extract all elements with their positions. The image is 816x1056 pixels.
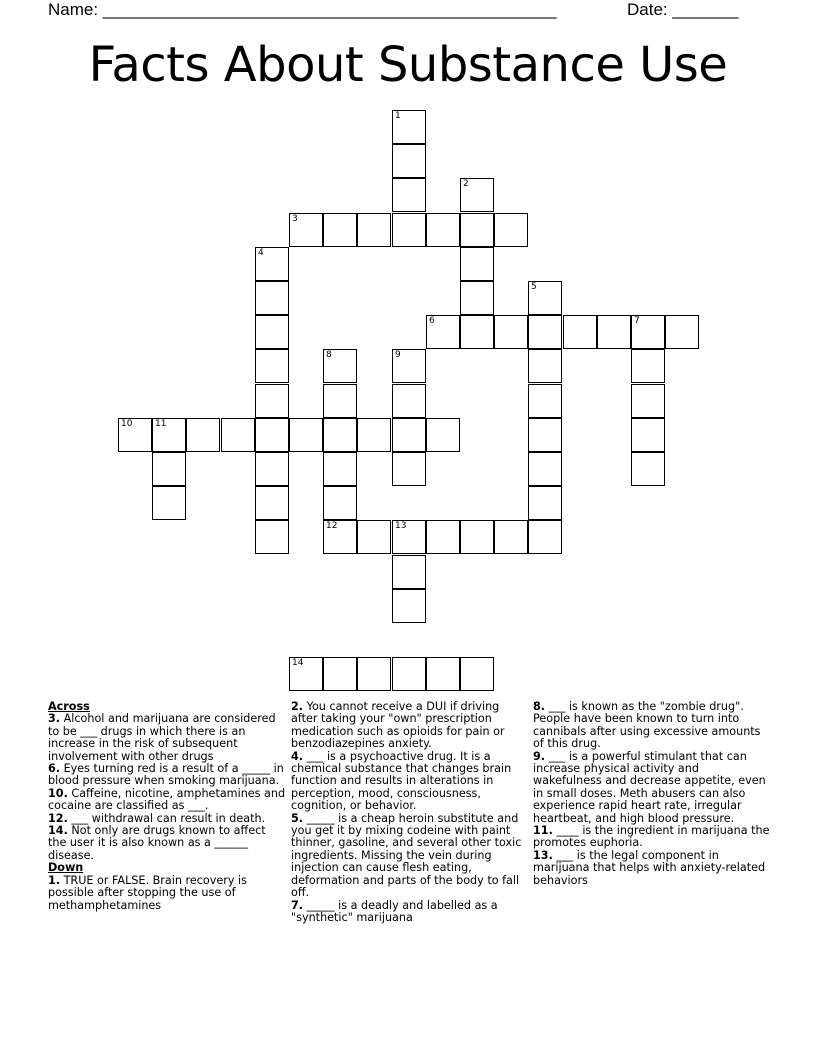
crossword-cell[interactable] bbox=[494, 315, 528, 349]
crossword-cell[interactable] bbox=[392, 657, 426, 691]
clue-item bbox=[48, 788, 286, 813]
clue-text: ___ withdrawal can result in death. bbox=[67, 811, 266, 825]
clue-number: 12 bbox=[326, 521, 338, 531]
crossword-cell[interactable] bbox=[392, 178, 426, 212]
crossword-cell[interactable] bbox=[392, 452, 426, 486]
clue-item bbox=[48, 825, 286, 862]
clue-number-label: 8. bbox=[533, 700, 546, 713]
crossword-cell[interactable] bbox=[460, 315, 494, 349]
crossword-cell[interactable] bbox=[289, 418, 323, 452]
crossword-cell[interactable] bbox=[357, 213, 391, 247]
clue-number-label: 5. bbox=[291, 811, 304, 825]
crossword-cell[interactable] bbox=[392, 349, 426, 383]
crossword-cell[interactable] bbox=[255, 384, 289, 418]
crossword-cell[interactable] bbox=[392, 520, 426, 554]
clue-number-label: 12. bbox=[48, 811, 68, 825]
crossword-cell[interactable] bbox=[152, 486, 186, 520]
crossword-cell[interactable] bbox=[460, 520, 494, 554]
crossword-cell[interactable] bbox=[426, 520, 460, 554]
clue-number: 1 bbox=[395, 111, 401, 121]
crossword-cell[interactable] bbox=[323, 520, 357, 554]
clue-number-label: 9. bbox=[533, 749, 546, 763]
crossword-cell[interactable] bbox=[631, 349, 665, 383]
crossword-cell[interactable] bbox=[460, 178, 494, 212]
clue-text: _____ is a cheap heroin substitute and you get it by mixing codeine with paint thinner, gasoline, and several other toxic ingredients. Missing the vein during injection can cause flesh eating, deformation and parts of the body to fall off. bbox=[291, 811, 522, 900]
clue-item bbox=[48, 875, 286, 912]
across-heading: Across bbox=[48, 700, 90, 713]
crossword-cell[interactable] bbox=[289, 213, 323, 247]
clue-number: 8 bbox=[326, 350, 332, 360]
crossword-cell[interactable] bbox=[528, 384, 562, 418]
crossword-cell[interactable] bbox=[323, 384, 357, 418]
crossword-cell[interactable] bbox=[255, 486, 289, 520]
crossword-cell[interactable] bbox=[186, 418, 220, 452]
crossword-cell[interactable] bbox=[255, 418, 289, 452]
crossword-cell[interactable] bbox=[323, 349, 357, 383]
crossword-cell[interactable] bbox=[357, 418, 391, 452]
clue-text: ___ is the legal component in marijuana that helps with anxiety-related behaviors bbox=[533, 848, 766, 887]
clue-number: 5 bbox=[531, 282, 537, 292]
clue-item bbox=[533, 751, 771, 825]
clue-number: 2 bbox=[463, 179, 469, 189]
clue-text: Not only are drugs known to affect the user it is also known as a ______ disease. bbox=[48, 824, 266, 862]
clue-text: Eyes turning red is a result of a _____ in blood pressure when smoking marijuana. bbox=[48, 762, 284, 788]
crossword-cell[interactable] bbox=[357, 520, 391, 554]
crossword-cell[interactable] bbox=[357, 657, 391, 691]
date-field-label: Date: _______ bbox=[627, 0, 739, 19]
crossword-cell[interactable] bbox=[460, 281, 494, 315]
clue-item bbox=[533, 850, 771, 887]
crossword-cell[interactable] bbox=[255, 247, 289, 281]
clue-number-label: 11. bbox=[533, 824, 553, 838]
clue-number: 7 bbox=[634, 316, 640, 326]
name-field-label: Name: ________________________________________________ bbox=[48, 0, 557, 19]
clues-column-2 bbox=[291, 701, 529, 924]
crossword-cell[interactable] bbox=[460, 657, 494, 691]
clue-number: 4 bbox=[258, 248, 264, 258]
crossword-cell[interactable] bbox=[426, 418, 460, 452]
clue-text: ___ is a powerful stimulant that can increase physical activity and wakefulness and decrease appetite, even in small doses. Meth abusers can also experience rapid heart rate, irregular heartbeat, and high blood pressure. bbox=[533, 749, 766, 825]
crossword-cell[interactable] bbox=[528, 281, 562, 315]
down-heading: Down bbox=[48, 861, 84, 875]
crossword-cell[interactable] bbox=[323, 418, 357, 452]
crossword-cell[interactable] bbox=[255, 349, 289, 383]
clue-item bbox=[291, 751, 529, 813]
clue-number-label: 14. bbox=[48, 824, 68, 838]
crossword-cell[interactable] bbox=[255, 281, 289, 315]
clues-column-1 bbox=[48, 701, 286, 912]
clue-number: 14 bbox=[292, 658, 304, 668]
crossword-cell[interactable] bbox=[460, 213, 494, 247]
page-title: Facts About Substance Use bbox=[88, 37, 728, 93]
clue-number-label: 2. bbox=[291, 700, 304, 713]
clue-number-label: 1. bbox=[48, 873, 61, 887]
clue-number-label: 10. bbox=[48, 786, 68, 800]
clue-text: _____ is a deadly and labelled as a "synthetic" marijuana bbox=[291, 898, 498, 924]
crossword-cell[interactable] bbox=[221, 418, 255, 452]
clue-number-label: 7. bbox=[291, 898, 304, 912]
clue-number-label: 13. bbox=[533, 848, 553, 862]
clue-item bbox=[48, 763, 286, 788]
crossword-cell[interactable] bbox=[392, 110, 426, 144]
clue-number: 10 bbox=[121, 419, 133, 429]
clue-text: You cannot receive a DUI if driving after taking your "own" prescription medication such as opioids for pain or benzodiazepines anxiety. bbox=[291, 700, 505, 751]
crossword-cell[interactable] bbox=[392, 589, 426, 623]
crossword-cell[interactable] bbox=[426, 213, 460, 247]
clue-item bbox=[533, 825, 771, 850]
crossword-cell[interactable] bbox=[323, 452, 357, 486]
clues-column-3 bbox=[533, 701, 771, 887]
crossword-cell[interactable] bbox=[426, 315, 460, 349]
crossword-cell[interactable] bbox=[255, 315, 289, 349]
crossword-cell[interactable] bbox=[528, 520, 562, 554]
crossword-cell[interactable] bbox=[597, 315, 631, 349]
crossword-cell[interactable] bbox=[323, 486, 357, 520]
crossword-cell[interactable] bbox=[152, 418, 186, 452]
clue-number: 3 bbox=[292, 214, 298, 224]
crossword-cell[interactable] bbox=[255, 520, 289, 554]
crossword-cell[interactable] bbox=[392, 555, 426, 589]
crossword-cell[interactable] bbox=[426, 657, 460, 691]
clue-item bbox=[291, 813, 529, 900]
crossword-cell[interactable] bbox=[289, 657, 323, 691]
crossword-cell[interactable] bbox=[528, 418, 562, 452]
clue-number-label: 6. bbox=[48, 762, 61, 776]
clue-text: ___ is a psychoactive drug. It is a chemical substance that changes brain function and results in alterations in perception, mood, consciousness, cognition, or behavior. bbox=[291, 749, 512, 813]
crossword-cell[interactable] bbox=[631, 452, 665, 486]
clue-item bbox=[291, 900, 529, 925]
crossword-cell[interactable] bbox=[528, 349, 562, 383]
crossword-cell[interactable] bbox=[563, 315, 597, 349]
clue-text: TRUE or FALSE. Brain recovery is possible after stopping the use of methamphetamines bbox=[48, 873, 247, 912]
crossword-cell[interactable] bbox=[323, 657, 357, 691]
crossword-cell[interactable] bbox=[392, 384, 426, 418]
clue-number: 6 bbox=[429, 316, 435, 326]
crossword-cell[interactable] bbox=[255, 452, 289, 486]
crossword-cell[interactable] bbox=[631, 384, 665, 418]
clue-number-label: 4. bbox=[291, 749, 304, 763]
crossword-cell[interactable] bbox=[118, 418, 152, 452]
crossword-cell[interactable] bbox=[392, 418, 426, 452]
clue-item bbox=[48, 713, 286, 763]
crossword-cell[interactable] bbox=[631, 315, 665, 349]
clue-number-label: 3. bbox=[48, 712, 61, 726]
clue-number: 11 bbox=[155, 419, 167, 429]
crossword-cell[interactable] bbox=[152, 452, 186, 486]
crossword-cell[interactable] bbox=[460, 247, 494, 281]
crossword-cell[interactable] bbox=[528, 486, 562, 520]
crossword-cell[interactable] bbox=[494, 213, 528, 247]
clue-item bbox=[291, 701, 529, 751]
crossword-cell[interactable] bbox=[494, 520, 528, 554]
crossword-cell[interactable] bbox=[528, 315, 562, 349]
clue-item bbox=[533, 701, 771, 751]
crossword-cell[interactable] bbox=[392, 213, 426, 247]
clue-text: ____ is the ingredient in marijuana the promotes euphoria. bbox=[533, 824, 770, 850]
clue-number: 13 bbox=[395, 521, 407, 531]
crossword-cell[interactable] bbox=[528, 452, 562, 486]
crossword-cell[interactable] bbox=[665, 315, 699, 349]
crossword-cell[interactable] bbox=[631, 418, 665, 452]
clue-number: 9 bbox=[395, 350, 401, 360]
clue-text: Alcohol and marijuana are considered to be ___ drugs in which there is an increase in the risk of subsequent involvement with other drugs bbox=[48, 712, 276, 763]
clue-text: ___ is known as the "zombie drug". People have been known to turn into cannibals after using excessive amounts of this drug. bbox=[533, 700, 761, 751]
crossword-cell[interactable] bbox=[323, 213, 357, 247]
crossword-cell[interactable] bbox=[392, 144, 426, 178]
clue-text: Caffeine, nicotine, amphetamines and cocaine are classified as ___. bbox=[48, 786, 286, 813]
